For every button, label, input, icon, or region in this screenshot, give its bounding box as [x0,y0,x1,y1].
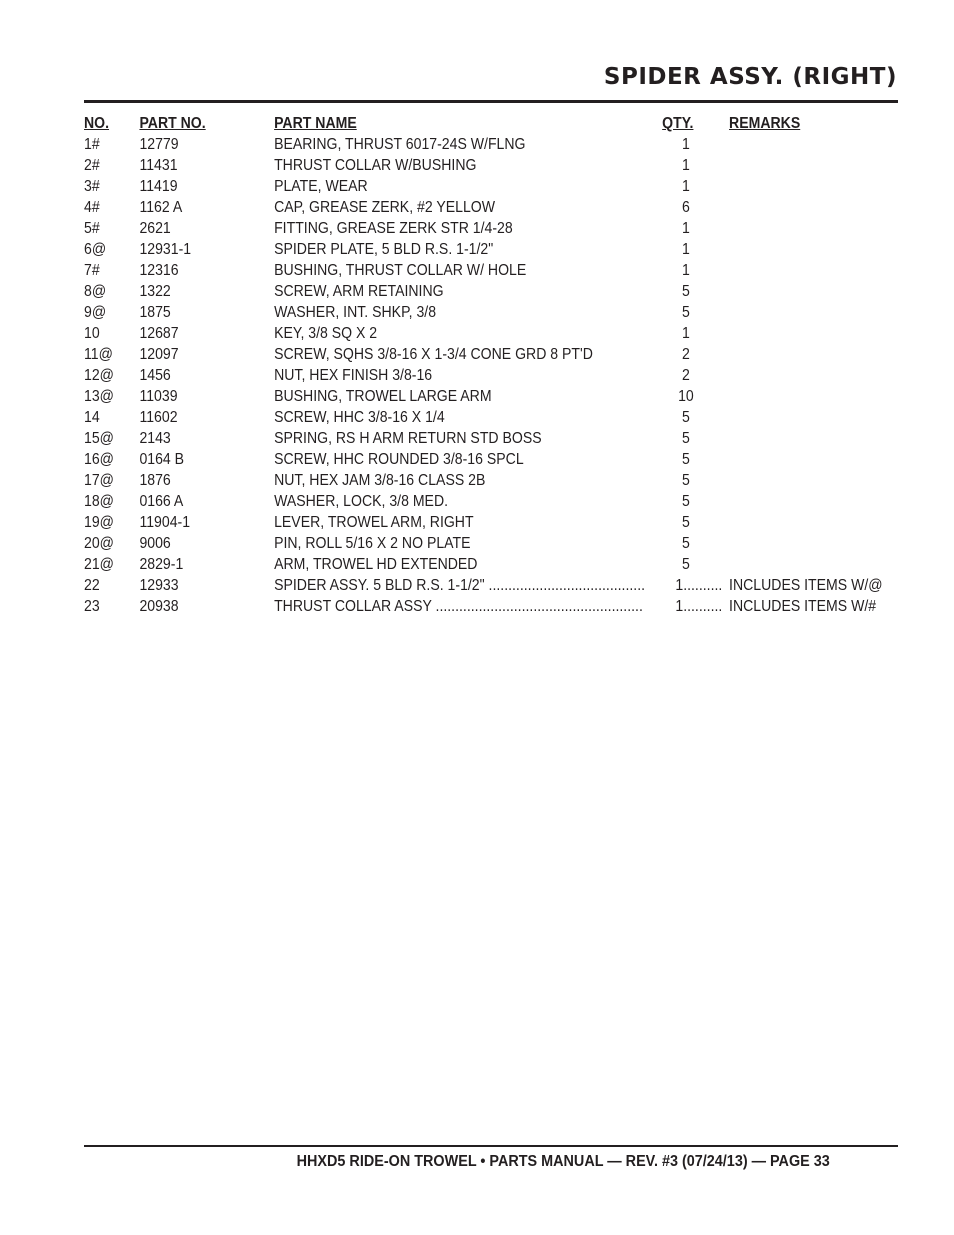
cell-part-name: SPIDER PLATE, 5 BLD R.S. 1-1/2" [274,241,494,258]
title-rule [84,100,898,103]
cell-part-no: 12779 [139,136,179,153]
cell-part-no: 9006 [139,535,171,552]
table-row [84,554,800,575]
cell-remarks: INCLUDES ITEMS W/# [729,598,877,615]
table-row [84,155,800,176]
cell-part-name: PIN, ROLL 5/16 X 2 NO PLATE [274,535,471,552]
table-row [84,302,800,323]
cell-part-name: SPIDER ASSY. 5 BLD R.S. 1-1/2" ........................................ [274,577,646,594]
table-row [84,260,800,281]
footer-rule [84,1145,898,1147]
cell-part-name: SCREW, HHC ROUNDED 3/8-16 SPCL [274,451,524,468]
cell-part-name: FITTING, GREASE ZERK STR 1/4-28 [274,220,513,237]
table-row [84,407,800,428]
header-remarks: REMARKS [729,115,801,132]
parts-table [84,113,898,617]
cell-part-number-index: 15@ [84,430,114,447]
cell-part-no: 1456 [139,367,171,384]
header-no: NO. [84,115,110,132]
cell-qty: 10 [678,388,694,405]
table-row [84,281,800,302]
cell-part-no: 1875 [139,304,171,321]
cell-part-number-index: 16@ [84,451,114,468]
cell-part-name: THRUST COLLAR ASSY ..................................................... [274,598,643,615]
cell-part-no: 1162 A [139,199,183,216]
cell-part-name: WASHER, LOCK, 3/8 MED. [274,493,449,510]
cell-qty: 5 [682,514,690,531]
cell-part-number-index: 13@ [84,388,114,405]
cell-part-no: 11904-1 [139,514,191,531]
cell-part-name: ARM, TROWEL HD EXTENDED [274,556,478,573]
cell-part-number-index: 1# [84,136,100,153]
cell-qty: 1 [682,178,690,195]
table-row [84,428,800,449]
cell-qty: 5 [682,304,690,321]
cell-part-number-index: 6@ [84,241,107,258]
cell-part-name: CAP, GREASE ZERK, #2 YELLOW [274,199,496,216]
table-row [84,449,800,470]
table-row [84,323,800,344]
cell-part-number-index: 10 [84,325,100,342]
footer-text: HHXD5 RIDE-ON TROWEL • PARTS MANUAL — REV. #3 (07/24/13) — PAGE 33 [296,1153,830,1170]
cell-qty: 1 [682,136,690,153]
cell-part-number-index: 18@ [84,493,114,510]
cell-part-no: 2143 [139,430,171,447]
cell-qty: 5 [682,283,690,300]
table-row [84,197,800,218]
cell-qty: 5 [682,430,690,447]
cell-part-number-index: 19@ [84,514,114,531]
cell-part-no: 11602 [139,409,178,426]
cell-remarks: INCLUDES ITEMS W/@ [729,577,883,594]
cell-part-no: 20938 [139,598,179,615]
cell-qty: 1.......... [675,598,723,615]
cell-part-no: 0166 A [139,493,184,510]
cell-part-number-index: 12@ [84,367,114,384]
cell-part-no: 12097 [139,346,179,363]
page-title: SPIDER ASSY. (RIGHT) [603,64,897,90]
cell-part-no: 11431 [139,157,178,174]
cell-qty: 5 [682,535,690,552]
cell-part-number-index: 17@ [84,472,114,489]
table-row [84,512,800,533]
cell-part-no: 12931-1 [139,241,192,258]
cell-part-number-index: 8@ [84,283,107,300]
cell-part-name: NUT, HEX JAM 3/8-16 CLASS 2B [274,472,486,489]
cell-part-no: 2621 [139,220,171,237]
cell-qty: 5 [682,472,690,489]
cell-qty: 5 [682,556,690,573]
cell-part-number-index: 14 [84,409,100,426]
cell-part-name: BUSHING, THRUST COLLAR W/ HOLE [274,262,527,279]
cell-qty: 5 [682,451,690,468]
cell-part-no: 11419 [139,178,178,195]
cell-part-number-index: 21@ [84,556,114,573]
cell-part-number-index: 7# [84,262,100,279]
cell-part-number-index: 11@ [84,346,113,363]
table-row [84,365,800,386]
cell-part-no: 0164 B [139,451,185,468]
cell-part-number-index: 23 [84,598,100,615]
cell-part-name: PLATE, WEAR [274,178,368,195]
cell-part-name: SCREW, ARM RETAINING [274,283,444,300]
table-row [84,176,800,197]
cell-qty: 1 [682,325,690,342]
cell-part-no: 1876 [139,472,171,489]
cell-part-no: 12933 [139,577,179,594]
cell-qty: 5 [682,493,690,510]
cell-part-name: THRUST COLLAR W/BUSHING [274,157,477,174]
cell-part-name: SCREW, HHC 3/8-16 X 1/4 [274,409,445,426]
table-row [84,134,800,155]
table-row [84,470,800,491]
table-row [84,344,800,365]
cell-part-no: 12687 [139,325,179,342]
header-part-name: PART NAME [274,115,357,132]
table-row [84,218,800,239]
cell-part-name: LEVER, TROWEL ARM, RIGHT [274,514,474,531]
cell-part-name: BEARING, THRUST 6017-24S W/FLNG [274,136,526,153]
cell-qty: 6 [682,199,690,216]
cell-part-name: NUT, HEX FINISH 3/8-16 [274,367,433,384]
cell-part-no: 2829-1 [139,556,184,573]
table-header-row [84,113,800,134]
cell-part-no: 11039 [139,388,178,405]
cell-part-no: 12316 [139,262,179,279]
cell-part-name: SPRING, RS H ARM RETURN STD BOSS [274,430,542,447]
cell-part-number-index: 22 [84,577,100,594]
cell-part-number-index: 3# [84,178,100,195]
cell-part-number-index: 20@ [84,535,114,552]
cell-part-number-index: 4# [84,199,100,216]
header-part-no: PART NO. [139,115,206,132]
cell-qty: 1 [682,220,690,237]
table-body [84,134,898,617]
table-row [84,239,800,260]
cell-qty: 2 [682,346,690,363]
cell-qty: 1 [682,262,690,279]
cell-qty: 1.......... [675,577,723,594]
cell-part-no: 1322 [139,283,171,300]
table-row [84,596,877,617]
cell-part-name: BUSHING, TROWEL LARGE ARM [274,388,492,405]
table-row [84,491,800,512]
header-qty: QTY. [662,115,694,132]
page-footer [84,1153,898,1171]
cell-qty: 2 [682,367,690,384]
cell-part-number-index: 2# [84,157,100,174]
cell-qty: 5 [682,409,690,426]
table-row [84,575,883,596]
cell-qty: 1 [682,241,690,258]
cell-part-number-index: 9@ [84,304,107,321]
cell-part-number-index: 5# [84,220,100,237]
cell-part-name: SCREW, SQHS 3/8-16 X 1-3/4 CONE GRD 8 PT'D [274,346,593,363]
table-row [84,386,800,407]
cell-part-name: KEY, 3/8 SQ X 2 [274,325,378,342]
table-row [84,533,800,554]
cell-qty: 1 [682,157,690,174]
cell-part-name: WASHER, INT. SHKP, 3/8 [274,304,437,321]
